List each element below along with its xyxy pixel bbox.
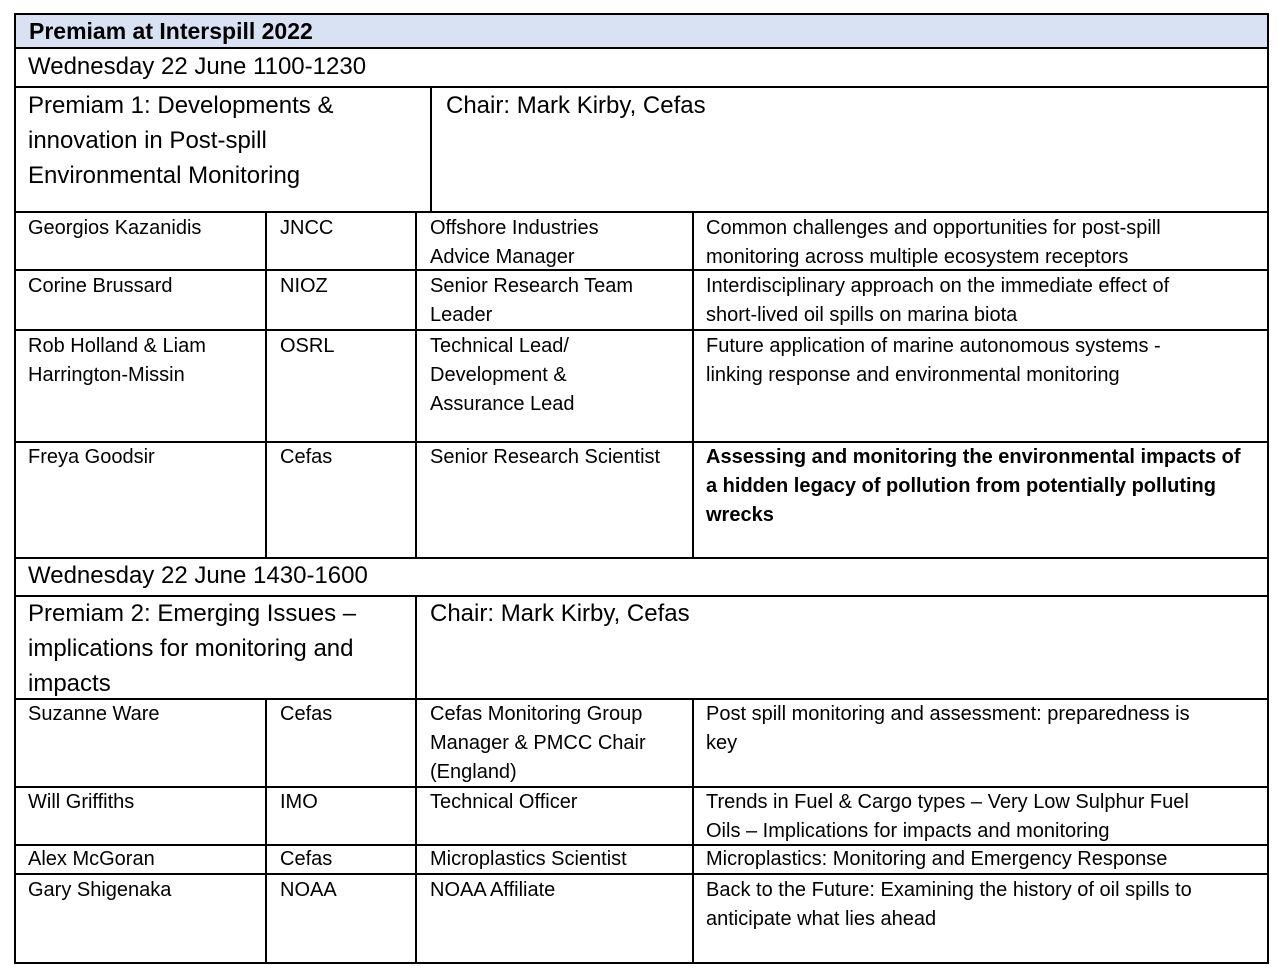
rule: [415, 211, 417, 559]
table-row-3-speaker: Rob Holland & Liam Harrington-Missin: [28, 335, 206, 386]
table-row-8-org: NOAA: [280, 879, 337, 901]
rule: [14, 329, 1269, 331]
table-row-4-talk: Assessing and monitoring the environmental impacts of a hidden legacy of pollution from potentially polluting wrecks: [706, 446, 1241, 526]
programme-table: [14, 13, 1269, 964]
rule: [14, 595, 1269, 597]
table-row-2-speaker: Corine Brussard: [28, 275, 173, 297]
rule: [14, 873, 1269, 875]
table-row-7-org: Cefas: [280, 848, 333, 870]
rule: [14, 786, 1269, 788]
rule: [14, 844, 1269, 846]
table-row-7-speaker: Alex McGoran: [28, 848, 155, 870]
rule: [265, 211, 267, 559]
session-1-chair: Chair: Mark Kirby, Cefas: [446, 92, 706, 119]
rule: [692, 211, 694, 559]
table-row-5-org: Cefas: [280, 703, 333, 725]
table-row-5-role: Cefas Monitoring Group Manager & PMCC Chair (England): [430, 703, 646, 783]
table-row-7-role: Microplastics Scientist: [430, 848, 627, 870]
table-row-4-speaker: Freya Goodsir: [28, 446, 155, 468]
table-row-3-org: OSRL: [280, 335, 335, 357]
session-2-name: Premiam 2: Emerging Issues – implications for monitoring and impacts: [28, 600, 357, 697]
rule: [14, 86, 1269, 88]
border-top: [14, 13, 1269, 15]
border-left: [14, 13, 16, 964]
table-row-8-role: NOAA Affiliate: [430, 879, 556, 901]
rule: [415, 596, 417, 699]
table-row-1-org: JNCC: [280, 217, 334, 239]
table-row-1-role: Offshore Industries Advice Manager: [430, 217, 599, 268]
table-row-6-talk: Trends in Fuel & Cargo types – Very Low Sulphur Fuel Oils – Implications for impacts and monitoring: [706, 791, 1189, 842]
rule: [415, 698, 417, 964]
table-row-2-role: Senior Research Team Leader: [430, 275, 634, 326]
session-1-time: Wednesday 22 June 1100-1230: [28, 53, 367, 80]
rule: [14, 441, 1269, 443]
rule: [430, 87, 432, 212]
border-right: [1267, 13, 1269, 964]
table-row-1-talk: Common challenges and opportunities for post-spill monitoring across multiple ecosystem receptors: [706, 217, 1161, 268]
border-bottom: [14, 962, 1269, 964]
table-row-8-talk: Back to the Future: Examining the history of oil spills to anticipate what lies ahead: [706, 879, 1192, 930]
table-row-6-speaker: Will Griffiths: [28, 791, 135, 813]
table-row-4-org: Cefas: [280, 446, 333, 468]
table-row-8-speaker: Gary Shigenaka: [28, 879, 172, 901]
table-row-3-talk: Future application of marine autonomous systems - linking response and environmental monitoring: [706, 335, 1161, 386]
table-row-2-org: NIOZ: [280, 275, 328, 297]
session-1-name: Premiam 1: Developments & innovation in Post-spill Environmental Monitoring: [28, 92, 334, 189]
table-row-5-speaker: Suzanne Ware: [28, 703, 160, 725]
table-row-4-role: Senior Research Scientist: [430, 446, 661, 468]
rule: [14, 47, 1269, 49]
session-2-time: Wednesday 22 June 1430-1600: [28, 562, 368, 589]
session-2-chair: Chair: Mark Kirby, Cefas: [430, 600, 690, 627]
table-row-3-role: Technical Lead/ Development & Assurance Lead: [430, 335, 575, 415]
table-row-7-talk: Microplastics: Monitoring and Emergency Response: [706, 848, 1168, 870]
table-row-6-org: IMO: [280, 791, 318, 813]
rule: [14, 211, 1269, 213]
rule: [692, 698, 694, 964]
rule: [14, 698, 1269, 700]
table-row-5-talk: Post spill monitoring and assessment: preparedness is key: [706, 703, 1190, 754]
table-row-1-speaker: Georgios Kazanidis: [28, 217, 202, 239]
rule: [265, 698, 267, 964]
table-row-2-talk: Interdisciplinary approach on the immediate effect of short-lived oil spills on marina biota: [706, 275, 1170, 326]
table-row-6-role: Technical Officer: [430, 791, 578, 813]
rule: [14, 269, 1269, 271]
rule: [14, 557, 1269, 559]
table-title: Premiam at Interspill 2022: [15, 14, 1268, 47]
